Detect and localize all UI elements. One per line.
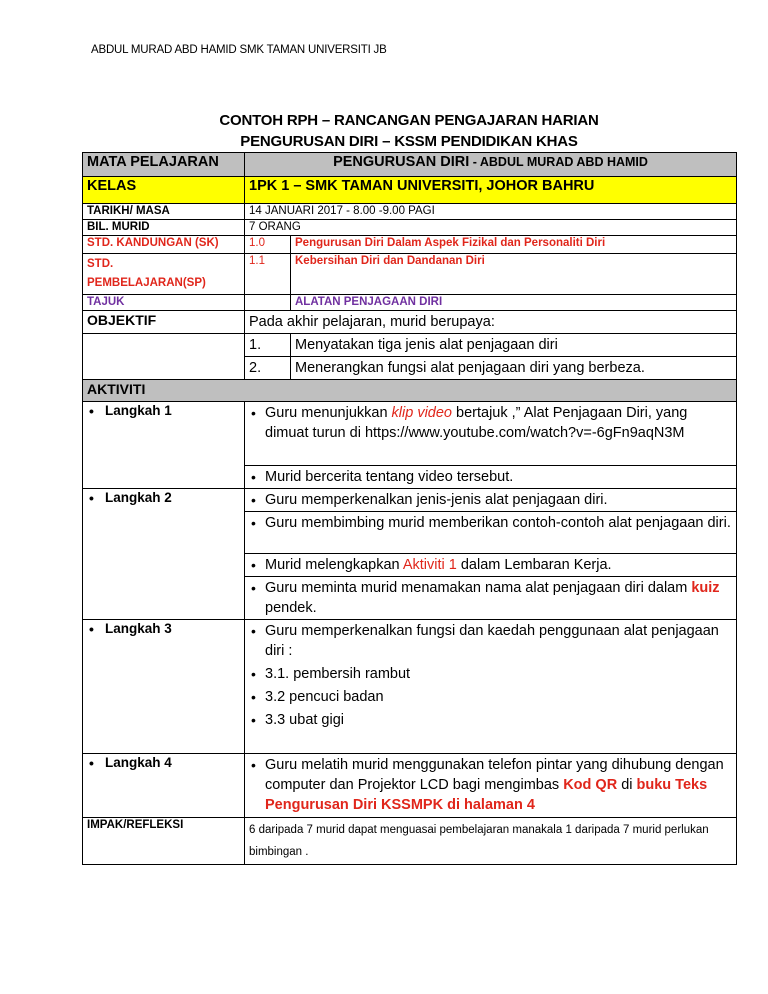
tajuk-label: TAJUK	[83, 295, 245, 311]
row-langkah-1a	[83, 402, 737, 466]
impak-label: IMPAK/REFLEKSI	[83, 818, 245, 865]
tajuk-spacer	[245, 295, 291, 311]
document-subtitle: PENGURUSAN DIRI – KSSM PENDIDIKAN KHAS	[240, 133, 578, 150]
kod-qr-highlight: Kod QR	[563, 777, 618, 793]
document-title: CONTOH RPH – RANCANGAN PENGAJARAN HARIAN	[219, 112, 599, 129]
langkah-2-c	[245, 554, 737, 577]
objektif-1-text: Menyatakan tiga jenis alat penjagaan diri	[291, 334, 737, 357]
subject-name: PENGURUSAN DIRI	[333, 154, 470, 170]
lesson-plan-table	[82, 152, 737, 865]
std-pembelajaran-label	[83, 254, 245, 295]
objektif-intro: Pada akhir pelajaran, murid berupaya:	[245, 311, 737, 334]
row-tarikh	[83, 204, 737, 220]
langkah-4-content	[245, 754, 737, 818]
buku-teks-highlight: buku Teks Pengurusan Diri KSSMPK di halaman 4	[265, 777, 708, 813]
langkah-2-c-bullet: • Murid melengkapkan Aktiviti 1 dalam Lembaran Kerja.	[249, 555, 732, 575]
objektif-2-text: Menerangkan fungsi alat penjagaan diri yang berbeza.	[291, 357, 737, 380]
aktiviti-1-highlight: Aktiviti 1	[402, 557, 457, 573]
kuiz-highlight: kuiz	[691, 580, 720, 596]
row-std-pembelajaran	[83, 254, 737, 295]
tarikh-value: 14 JANUARI 2017 - 8.00 -9.00 PAGI	[245, 204, 737, 220]
mata-pelajaran-label: MATA PELAJARAN	[83, 153, 245, 177]
row-kelas	[83, 177, 737, 204]
langkah-2-d-bullet: • Guru meminta murid menamakan nama alat penjagaan diri dalam kuiz pendek.	[249, 578, 732, 618]
tarikh-label: TARIKH/ MASA	[83, 204, 245, 220]
aktiviti-label: AKTIVITI	[83, 380, 737, 402]
langkah-2-b-bullet: • Guru membimbing murid memberikan contoh-contoh alat penjagaan diri.	[249, 513, 732, 533]
langkah-3-label: • Langkah 3	[87, 621, 240, 636]
langkah-3-c-bullet: • 3.2 pencuci badan	[249, 687, 732, 707]
langkah-2-a	[245, 489, 737, 512]
std-pembelajaran-label-line2: PEMBELAJARAN(SP)	[87, 277, 206, 289]
klip-video-highlight: klip video	[391, 405, 452, 421]
langkah-1-b-bullet: • Murid bercerita tentang video tersebut.	[249, 467, 732, 487]
row-objektif-1	[83, 334, 737, 357]
std-pembelajaran-value: Kebersihan Diri dan Dandanan Diri	[291, 254, 737, 295]
langkah-2-label: • Langkah 2	[87, 490, 240, 505]
impak-text: 6 daripada 7 murid dapat menguasai pembelajaran manakala 1 daripada 7 murid perlukan bimbingan .	[245, 818, 737, 865]
langkah-2-a-bullet: • Guru memperkenalkan jenis-jenis alat penjagaan diri.	[249, 490, 732, 510]
mata-pelajaran-value	[245, 153, 737, 177]
langkah-2-cell	[83, 489, 245, 620]
row-objektif	[83, 311, 737, 334]
row-tajuk	[83, 295, 737, 311]
row-bil-murid	[83, 220, 737, 236]
langkah-3-content	[245, 620, 737, 754]
row-langkah-3	[83, 620, 737, 754]
row-langkah-2a	[83, 489, 737, 512]
row-aktiviti	[83, 380, 737, 402]
page-header: ABDUL MURAD ABD HAMID SMK TAMAN UNIVERSITI JB	[91, 44, 387, 56]
row-std-kandungan	[83, 236, 737, 254]
langkah-3-b-bullet: • 3.1. pembersih rambut	[249, 664, 732, 684]
langkah-3-d-bullet: • 3.3 ubat gigi	[249, 710, 732, 730]
subject-author: - ABDUL MURAD ABD HAMID	[469, 155, 648, 169]
objektif-1-num: 1.	[245, 334, 291, 357]
std-kandungan-value: Pengurusan Diri Dalam Aspek Fizikal dan Personaliti Diri	[291, 236, 737, 254]
std-kandungan-num: 1.0	[245, 236, 291, 254]
langkah-2-b	[245, 512, 737, 554]
row-mata-pelajaran	[83, 153, 737, 177]
row-langkah-4	[83, 754, 737, 818]
langkah-4-a-bullet: • Guru melatih murid menggunakan telefon pintar yang dihubung dengan computer dan Projektor LCD bagi mengimbas Kod QR di buku Teks Pengurusan Diri KSSMPK di halaman 4	[249, 755, 732, 815]
langkah-1-cell	[83, 402, 245, 489]
kelas-label: KELAS	[83, 177, 245, 204]
kelas-value: 1PK 1 – SMK TAMAN UNIVERSITI, JOHOR BAHRU	[245, 177, 737, 204]
bil-murid-value: 7 ORANG	[245, 220, 737, 236]
langkah-1-label: • Langkah 1	[87, 403, 240, 418]
std-kandungan-label: STD. KANDUNGAN (SK)	[83, 236, 245, 254]
objektif-blank	[83, 334, 245, 380]
langkah-1-a-bullet: • Guru menunjukkan klip video bertajuk ,” Alat Penjagaan Diri, yang dimuat turun di https://www.youtube.com/watch?v=-6gFn9aqN3M	[249, 403, 732, 443]
langkah-3-a-bullet: • Guru memperkenalkan fungsi dan kaedah penggunaan alat penjagaan diri :	[249, 621, 732, 661]
tajuk-value: ALATAN PENJAGAAN DIRI	[291, 295, 737, 311]
objektif-2-num: 2.	[245, 357, 291, 380]
langkah-1-a	[245, 402, 737, 466]
std-pembelajaran-label-line1: STD.	[87, 258, 114, 270]
objektif-label: OBJEKTIF	[83, 311, 245, 334]
bil-murid-label: BIL. MURID	[83, 220, 245, 236]
langkah-3-cell	[83, 620, 245, 754]
langkah-4-cell	[83, 754, 245, 818]
row-impak	[83, 818, 737, 865]
langkah-1-b	[245, 466, 737, 489]
langkah-2-d	[245, 577, 737, 620]
langkah-4-label: • Langkah 4	[87, 755, 240, 770]
std-pembelajaran-num: 1.1	[245, 254, 291, 295]
